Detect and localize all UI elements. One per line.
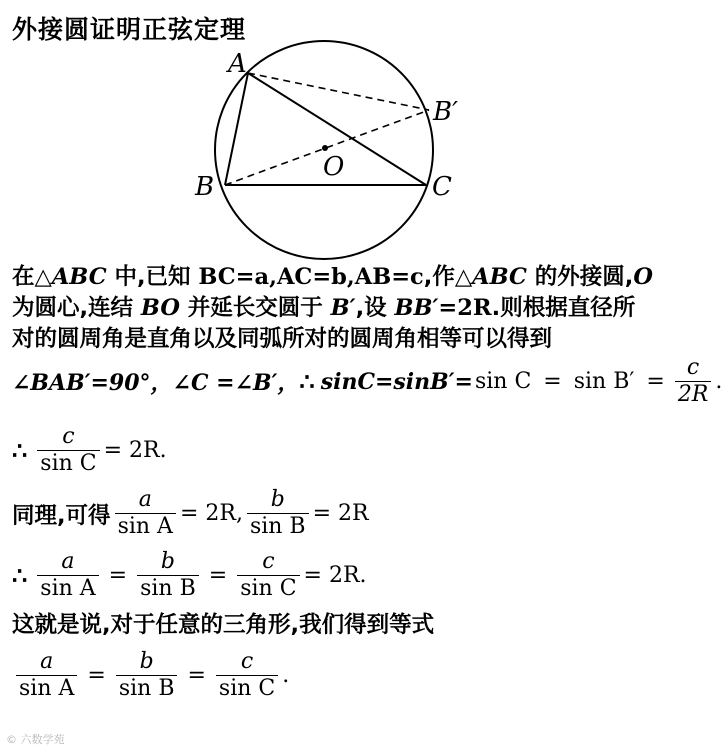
fraction-b-over-sinb: $\frac{b}{\text{sin B}}$ [247,488,309,539]
label-b-prime: B′ [433,97,459,127]
segment-ab [225,73,248,185]
circumcircle-diagram [190,30,470,260]
equation-angles: ∠BAB′=90°， ∠C =∠B′， ∴ sinC=sinB′= sin C = sin B′ = $\frac{c}{2R}$ . [12,355,722,407]
fraction-a-over-sina: $\frac{a}{\text{sin A}}$ [115,488,176,539]
equation-ratio-2r: ∴ $\frac{a}{\text{sin A}}$ = $\frac{b}{\text{sin B}}$ = $\frac{c}{\text{sin C}}$ = 2R . [12,549,367,601]
label-a: A [228,49,247,79]
segment-ab-prime [248,73,429,110]
watermark: © 六数学苑 [6,733,65,746]
equation-similarly: 同理,可得 $\frac{a}{\text{sin A}}$ = 2R, $\frac{b}{\text{sin B}}$ = 2R [12,487,369,539]
fraction-c-over-sinc: $\frac{c}{\text{sin C}}$ [37,425,99,476]
label-b: B [195,172,215,202]
intro-line-3: 对的圆周角是直角以及同弧所对的圆周角相等可以得到 [12,326,553,352]
equation-law-of-sines: $\frac{a}{\text{sin A}}$ = $\frac{b}{\text{sin B}}$ = $\frac{c}{\text{sin C}}$ . [12,650,289,701]
page-title: 外接圆证明正弦定理 [12,15,247,44]
label-o: O [323,152,345,182]
label-c: C [432,172,452,202]
center-point-o [322,145,328,151]
intro-paragraph [12,262,653,355]
fraction-c-over-2r: $\frac{c}{2R}$ [675,356,712,407]
conclusion-text: 这就是说,对于任意的三角形,我们得到等式 [12,612,435,638]
intro-line-1: 在△ABC 中,已知 BC=a,AC=b,AB=c,作△ABC 的外接圆,O [12,264,653,290]
equation-c-over-sinc: ∴ $\frac{c}{\text{sin C}}$ = 2R . [12,424,167,476]
intro-line-2: 为圆心,连结 BO 并延长交圆于 B′,设 BB′=2R.则根据直径所 [12,295,636,321]
